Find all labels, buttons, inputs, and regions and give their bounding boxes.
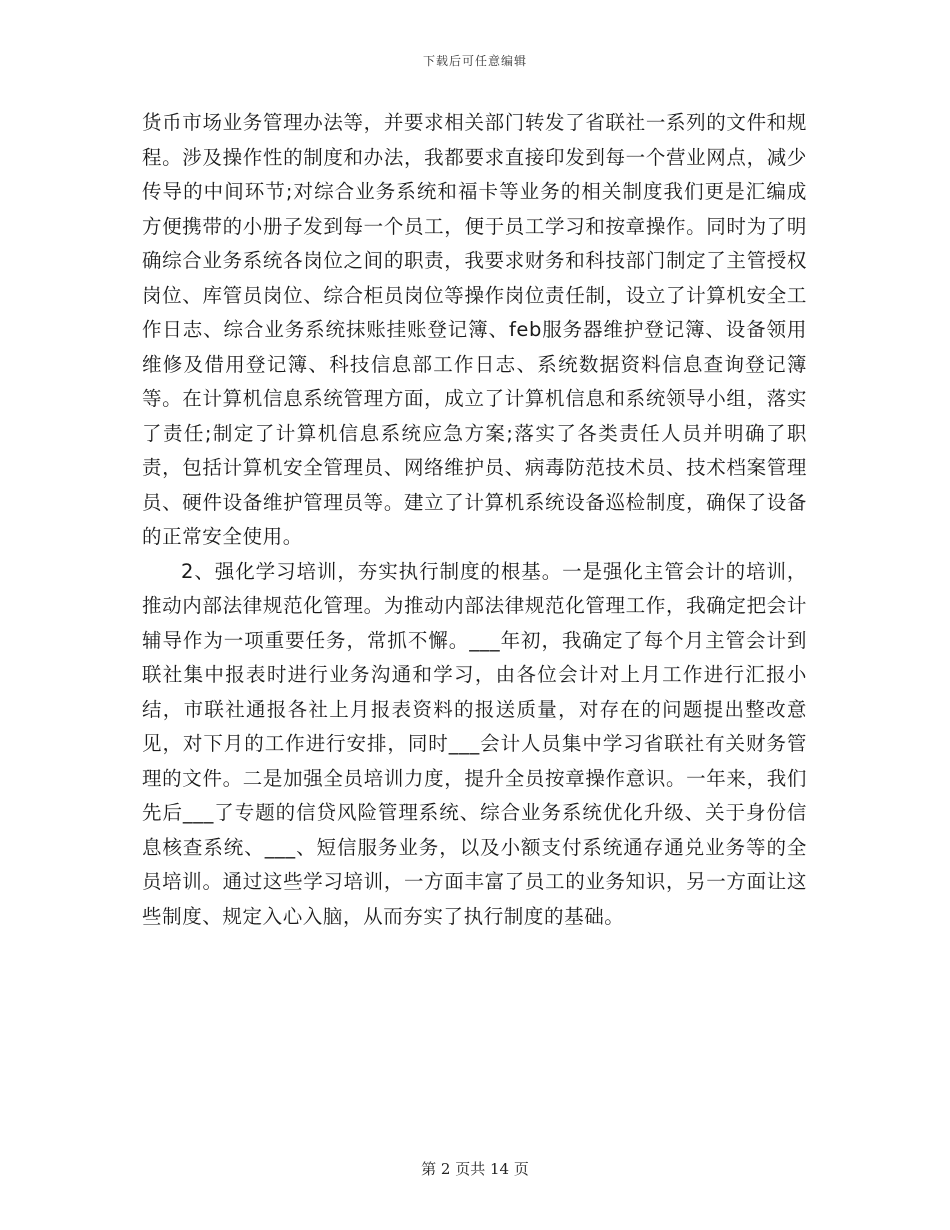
page-number-footer: 第 2 页共 14 页 [421,1160,529,1178]
paragraph-continued: 货币市场业务管理办法等，并要求相关部门转发了省联社一系列的文件和规程。涉及操作性的制度和办法，我都要求直接印发到每一个营业网点，减少传导的中间环节;对综合业务系统和福卡等业务的相关制度我们更是汇编成方便携带的小册子发到每一个员工，便于员工学习和按章操作。同时为了明确综合业务系统各岗位之间的职责，我要求财务和科技部门制定了主管授权岗位、库管员岗位、综合柜员岗位等操作岗位责任制，设立了计算机安全工作日志、综合业务系统抹账挂账登记簿、feb服务器维护登记簿、设备领用维修及借用登记簿、科技信息部工作日志、系统数据资料信息查询登记簿等。在计算机信息系统管理方面，成立了计算机信息和系统领导小组，落实了责任;制定了计算机信息系统应急方案;落实了各类责任人员并明确了职责，包括计算机安全管理员、网络维护员、病毒防范技术员、技术档案管理员、硬件设备维护管理员等。建立了计算机系统设备巡检制度，确保了设备的正常安全使用。 [142,111,807,548]
paragraph-training: 2、强化学习培训，夯实执行制度的根基。一是强化主管会计的培训，推动内部法律规范化管理。为推动内部法律规范化管理工作，我确定把会计辅导作为一项重要任务，常抓不懈。___年初，我确定了每个月主管会计到联社集中报表时进行业务沟通和学习，由各位会计对上月工作进行汇报小结，市联社通报各社上月报表资料的报送质量，对存在的问题提出整改意见，对下月的工作进行安排，同时___会计人员集中学习省联社有关财务管理的文件。二是加强全员培训力度，提升全员按章操作意识。一年来，我们先后___了专题的信贷风险管理系统、综合业务系统优化升级、关于身份信息核查系统、___、短信服务业务，以及小额支付系统通存通兑业务等的全员培训。通过这些学习培训，一方面丰富了员工的业务知识，另一方面让这些制度、规定入心入脑，从而夯实了执行制度的基础。 [142,559,807,928]
document-body [142,106,807,934]
page-header: 下载后可任意编辑 [422,54,527,68]
